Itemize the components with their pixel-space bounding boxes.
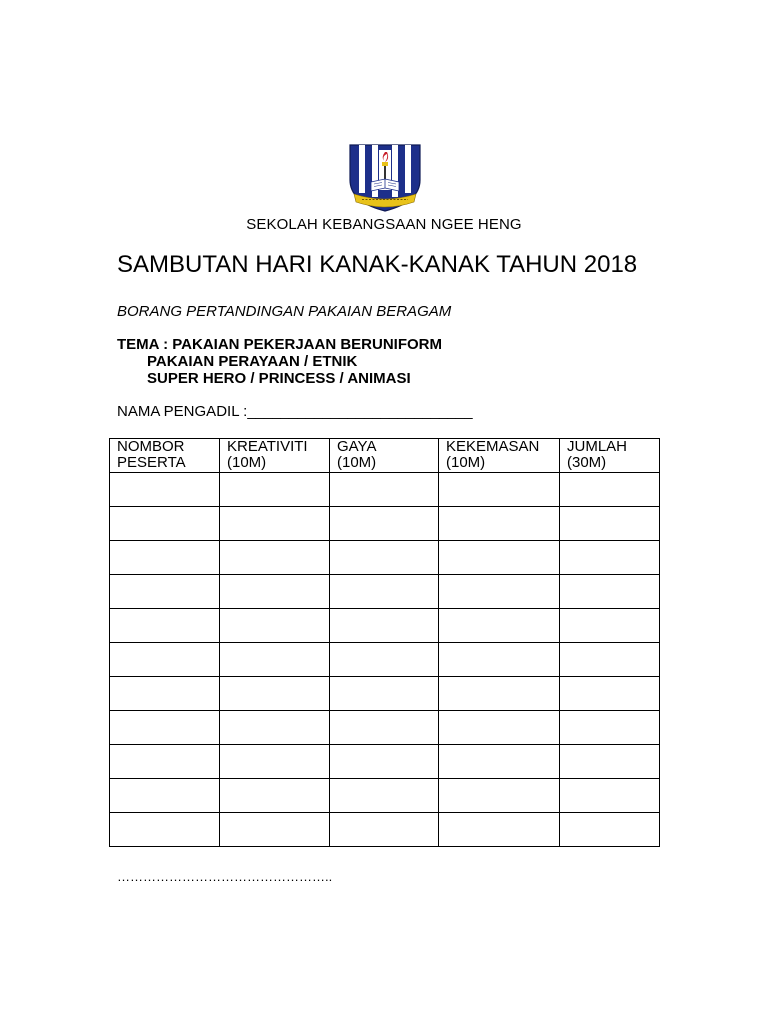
table-row bbox=[110, 813, 660, 847]
score-cell[interactable] bbox=[220, 677, 330, 711]
table-row bbox=[110, 643, 660, 677]
score-cell[interactable] bbox=[220, 473, 330, 507]
score-cell[interactable] bbox=[439, 711, 560, 745]
theme-line-3: SUPER HERO / PRINCESS / ANIMASI bbox=[147, 370, 411, 387]
score-cell[interactable] bbox=[330, 575, 439, 609]
table-row bbox=[110, 609, 660, 643]
score-cell[interactable] bbox=[439, 507, 560, 541]
theme-line-2: PAKAIAN PERAYAAN / ETNIK bbox=[147, 353, 358, 370]
table-row bbox=[110, 541, 660, 575]
header-kreativiti bbox=[220, 439, 330, 473]
score-cell[interactable] bbox=[110, 473, 220, 507]
score-cell[interactable] bbox=[220, 541, 330, 575]
table-row bbox=[110, 677, 660, 711]
header-line: KEKEMASAN bbox=[446, 438, 540, 455]
header-line: (30M) bbox=[567, 454, 607, 471]
score-cell[interactable] bbox=[330, 813, 439, 847]
score-cell[interactable] bbox=[330, 643, 439, 677]
score-cell[interactable] bbox=[560, 677, 660, 711]
table-row bbox=[110, 507, 660, 541]
score-cell[interactable] bbox=[330, 779, 439, 813]
score-cell[interactable] bbox=[330, 507, 439, 541]
score-cell[interactable] bbox=[439, 575, 560, 609]
theme-line-1: TEMA : PAKAIAN PEKERJAAN BERUNIFORM bbox=[117, 336, 443, 353]
score-cell[interactable] bbox=[330, 473, 439, 507]
table-row bbox=[110, 575, 660, 609]
school-name: SEKOLAH KEBANGSAAN NGEE HENG bbox=[246, 216, 522, 233]
score-cell[interactable] bbox=[560, 711, 660, 745]
score-cell[interactable] bbox=[110, 745, 220, 779]
score-cell[interactable] bbox=[220, 711, 330, 745]
score-cell[interactable] bbox=[110, 813, 220, 847]
score-table bbox=[109, 438, 660, 847]
table-row bbox=[110, 779, 660, 813]
score-cell[interactable] bbox=[439, 677, 560, 711]
score-cell[interactable] bbox=[110, 677, 220, 711]
score-cell[interactable] bbox=[330, 745, 439, 779]
score-cell[interactable] bbox=[220, 643, 330, 677]
school-crest-icon bbox=[346, 142, 424, 214]
score-cell[interactable] bbox=[110, 643, 220, 677]
score-cell[interactable] bbox=[110, 575, 220, 609]
score-cell[interactable] bbox=[560, 575, 660, 609]
score-cell[interactable] bbox=[110, 507, 220, 541]
score-cell[interactable] bbox=[560, 507, 660, 541]
score-table-body bbox=[110, 473, 660, 847]
header-jumlah bbox=[560, 439, 660, 473]
signature-line[interactable]: ………………………………………….. bbox=[117, 869, 333, 884]
header-line: KREATIVITI bbox=[227, 438, 308, 455]
score-cell[interactable] bbox=[439, 473, 560, 507]
judge-name-field[interactable]: NAMA PENGADIL :___________________________ bbox=[117, 403, 473, 420]
header-gaya bbox=[330, 439, 439, 473]
table-row bbox=[110, 473, 660, 507]
page-title: SAMBUTAN HARI KANAK-KANAK TAHUN 2018 bbox=[117, 251, 638, 278]
score-cell[interactable] bbox=[439, 745, 560, 779]
table-row bbox=[110, 711, 660, 745]
header-line: JUMLAH bbox=[567, 438, 628, 455]
header-line: GAYA bbox=[337, 438, 377, 455]
score-cell[interactable] bbox=[330, 677, 439, 711]
header-line: (10M) bbox=[337, 454, 377, 471]
header-nombor-peserta bbox=[110, 439, 220, 473]
score-cell[interactable] bbox=[330, 711, 439, 745]
score-cell[interactable] bbox=[439, 779, 560, 813]
score-cell[interactable] bbox=[220, 779, 330, 813]
score-cell[interactable] bbox=[220, 813, 330, 847]
header-kekemasan bbox=[439, 439, 560, 473]
header-line: PESERTA bbox=[117, 454, 186, 471]
score-cell[interactable] bbox=[439, 643, 560, 677]
score-cell[interactable] bbox=[560, 643, 660, 677]
score-cell[interactable] bbox=[220, 609, 330, 643]
score-cell[interactable] bbox=[560, 473, 660, 507]
header-line: NOMBOR bbox=[117, 438, 185, 455]
theme-block bbox=[117, 336, 442, 387]
score-cell[interactable] bbox=[220, 745, 330, 779]
score-cell[interactable] bbox=[330, 609, 439, 643]
score-cell[interactable] bbox=[110, 609, 220, 643]
score-cell[interactable] bbox=[330, 541, 439, 575]
form-subtitle: BORANG PERTANDINGAN PAKAIAN BERAGAM bbox=[117, 303, 452, 320]
header-line: (10M) bbox=[446, 454, 486, 471]
score-cell[interactable] bbox=[439, 813, 560, 847]
score-cell[interactable] bbox=[220, 507, 330, 541]
table-header-row bbox=[110, 439, 660, 473]
score-cell[interactable] bbox=[560, 609, 660, 643]
score-cell[interactable] bbox=[560, 745, 660, 779]
table-row bbox=[110, 745, 660, 779]
score-cell[interactable] bbox=[560, 813, 660, 847]
score-cell[interactable] bbox=[110, 711, 220, 745]
score-cell[interactable] bbox=[439, 609, 560, 643]
score-cell[interactable] bbox=[560, 541, 660, 575]
score-cell[interactable] bbox=[110, 541, 220, 575]
score-cell[interactable] bbox=[220, 575, 330, 609]
score-cell[interactable] bbox=[110, 779, 220, 813]
score-cell[interactable] bbox=[439, 541, 560, 575]
score-cell[interactable] bbox=[560, 779, 660, 813]
header-line: (10M) bbox=[227, 454, 267, 471]
